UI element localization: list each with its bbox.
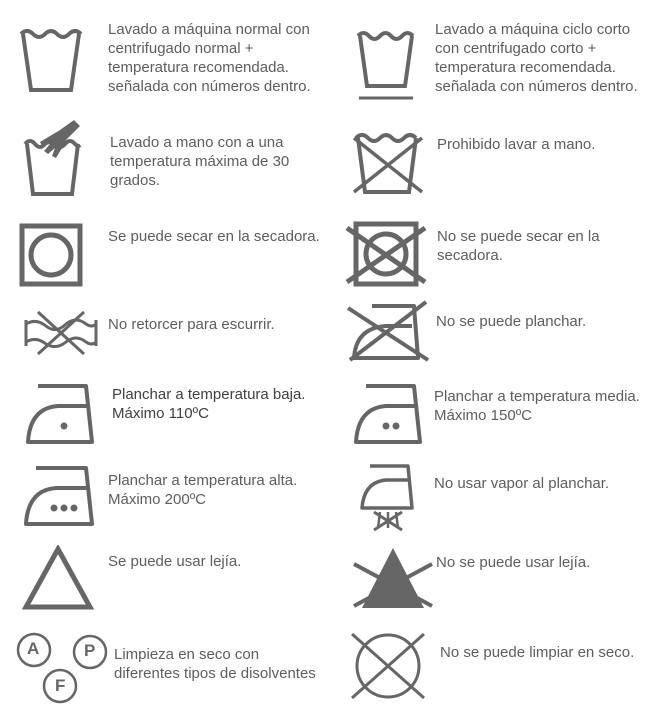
no-tumble-dry-icon xyxy=(345,220,427,290)
symbol-description: Planchar a temperatura alta. Máximo 200ºC xyxy=(108,472,298,508)
symbol-description: No se puede usar lejía. xyxy=(436,554,591,571)
symbol-description: Lavado a máquina normal con centrifugado normal + temperatura recomendada. señalada con números dentro. xyxy=(108,21,311,95)
symbol-description: Planchar a temperatura media. Máximo 150ºC xyxy=(434,388,640,424)
hand-wash-icon xyxy=(22,118,84,198)
no-hand-wash-icon xyxy=(352,130,424,196)
iron-high-icon xyxy=(22,464,100,530)
no-wring-icon xyxy=(20,308,102,358)
symbol-description: Se puede secar en la secadora. xyxy=(108,228,320,245)
symbol-description: Lavado a mano con a una temperatura máxima de 30 grados. xyxy=(110,134,290,189)
dry-clean-letter-a: A xyxy=(27,639,40,658)
iron-medium-icon xyxy=(352,382,428,448)
tumble-dry-icon xyxy=(19,223,83,287)
symbol-description: Planchar a temperatura baja. Máximo 110ºC xyxy=(112,386,306,422)
no-bleach-icon xyxy=(350,544,436,612)
symbol-description: Prohibido lavar a mano. xyxy=(437,136,596,153)
symbol-description: Lavado a máquina ciclo corto con centrifugado corto + temperatura recomendada. señalada con números dentro. xyxy=(435,21,638,95)
machine-wash-normal-icon xyxy=(18,28,84,94)
machine-wash-short-cycle-icon xyxy=(355,30,417,102)
symbol-description: Se puede usar lejía. xyxy=(108,553,242,570)
symbol-description: No se puede limpiar en seco. xyxy=(440,644,635,661)
symbol-description: No retorcer para escurrir. xyxy=(108,316,275,333)
symbol-description: No usar vapor al planchar. xyxy=(434,475,610,492)
symbol-description: Limpieza en seco con diferentes tipos de disolventes xyxy=(114,646,316,682)
symbol-description: No se puede planchar. xyxy=(436,313,587,330)
dry-clean-letter-f: F xyxy=(55,676,66,695)
dry-clean-letter-p: P xyxy=(84,641,96,660)
no-dry-clean-icon xyxy=(346,626,430,706)
bleach-allowed-icon xyxy=(22,545,94,611)
iron-low-icon xyxy=(24,382,100,448)
symbol-description: No se puede secar en la secadora. xyxy=(437,228,600,264)
no-iron-icon xyxy=(346,298,430,366)
no-steam-iron-icon xyxy=(358,462,422,532)
